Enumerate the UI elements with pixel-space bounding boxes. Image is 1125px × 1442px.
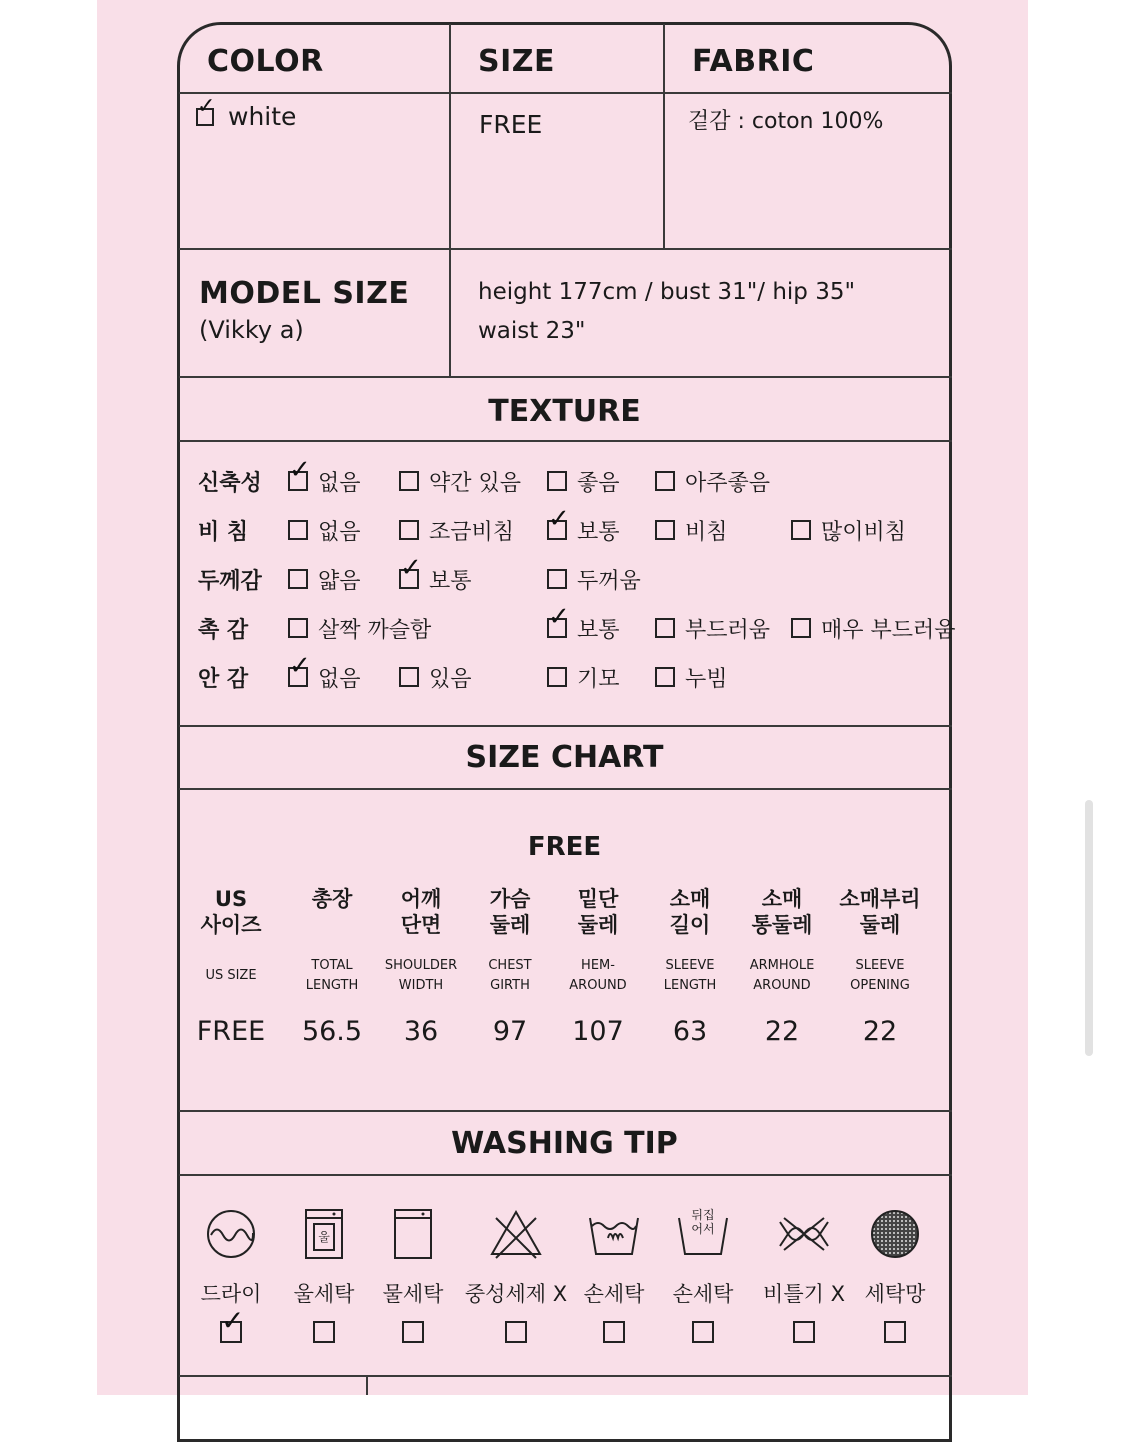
check-icon: ✓ (289, 651, 311, 681)
column-divider (449, 24, 451, 376)
texture-row-label: 안 감 (198, 667, 249, 692)
model-name: (Vikky a) (199, 316, 304, 344)
texture-option-label: 없음 (318, 520, 361, 545)
texture-checkbox[interactable] (399, 520, 419, 540)
size-col-korean-label: 어깨 (400, 887, 442, 911)
texture-title: TEXTURE (488, 394, 641, 429)
texture-row-label: 신축성 (198, 471, 262, 496)
model-size-label: MODEL SIZE (199, 276, 410, 311)
texture-option-label: 없음 (318, 471, 361, 496)
size-col-english-label: ARMHOLE (749, 958, 815, 973)
size-col-english-label: CHEST (488, 958, 532, 973)
texture-option-label: 부드러움 (685, 618, 771, 643)
water-wash-icon (383, 1204, 443, 1264)
divider (179, 440, 952, 442)
size-value-cell: 97 (492, 1016, 528, 1047)
divider (179, 1375, 952, 1377)
texture-option-label: 기모 (577, 667, 620, 692)
size-col-english-label: LENGTH (663, 978, 717, 993)
check-icon: ✓ (221, 1304, 245, 1337)
texture-checkbox[interactable] (399, 471, 419, 491)
texture-option-label: 아주좋음 (685, 471, 771, 496)
washing-checkbox[interactable] (603, 1321, 625, 1343)
washing-label: 물세탁 (382, 1282, 444, 1306)
wool-wash-icon (294, 1204, 354, 1264)
size-col-english-label: GIRTH (490, 978, 530, 993)
washing-label: 손세탁 (672, 1282, 734, 1306)
washing-label: 손세탁 (583, 1282, 645, 1306)
washing-label: 중성세제 X (464, 1282, 568, 1306)
size-col-english-label: US SIZE (205, 968, 257, 983)
texture-option-label: 두꺼움 (577, 569, 641, 594)
washing-tip-title: WASHING TIP (451, 1126, 678, 1161)
texture-checkbox[interactable] (655, 471, 675, 491)
fabric-header: FABRIC (692, 44, 815, 79)
divider (179, 788, 952, 790)
texture-checkbox[interactable] (399, 553, 422, 589)
texture-option-label: 비침 (685, 520, 728, 545)
texture-option-label: 얇음 (318, 569, 361, 594)
size-col-english-label: SLEEVE (855, 958, 905, 973)
washing-label: 세탁망 (864, 1282, 926, 1306)
size-col-korean-label: 둘레 (489, 913, 531, 937)
size-col-english-label: WIDTH (398, 978, 444, 993)
divider (179, 248, 952, 250)
texture-row-label: 두께감 (198, 569, 262, 594)
texture-checkbox[interactable] (288, 651, 311, 687)
texture-checkbox[interactable] (547, 602, 570, 638)
divider (179, 725, 952, 727)
texture-checkbox[interactable] (399, 667, 419, 687)
texture-checkbox[interactable] (288, 618, 308, 638)
texture-row-label: 비 침 (198, 520, 249, 545)
color-header: COLOR (207, 44, 324, 79)
fabric-value: 겉감 : coton 100% (688, 109, 884, 134)
size-value-cell: 63 (672, 1016, 708, 1047)
size-value-cell: 36 (403, 1016, 439, 1047)
size-col-korean-label: 소매부리 (839, 887, 921, 911)
size-col-korean-label: 밑단 (577, 887, 619, 911)
washing-checkbox[interactable] (505, 1321, 527, 1343)
model-waist: waist 23" (478, 318, 586, 344)
size-col-english-label: SLEEVE (665, 958, 715, 973)
size-value-cell: FREE (196, 1016, 266, 1047)
size-value-cell: 22 (862, 1016, 898, 1047)
divider (179, 92, 952, 94)
washing-checkbox[interactable] (692, 1321, 714, 1343)
texture-option-label: 보통 (577, 618, 620, 643)
texture-option-label: 조금비침 (429, 520, 515, 545)
color-value: white (228, 102, 297, 131)
texture-checkbox[interactable] (288, 520, 308, 540)
size-value-cell: 107 (572, 1016, 624, 1047)
size-col-korean-label: 소매 (669, 887, 711, 911)
no-bleach-icon (486, 1204, 546, 1264)
size-col-korean-label: 둘레 (859, 913, 901, 937)
size-col-english-label: HEM- (581, 958, 615, 973)
divider (179, 1110, 952, 1112)
inside-out-hand-wash-icon (673, 1204, 733, 1264)
texture-option-label: 약간 있음 (429, 471, 522, 496)
size-col-korean-label: 총장 (311, 887, 353, 911)
texture-option-label: 있음 (429, 667, 472, 692)
size-value-cell: 56.5 (301, 1016, 363, 1047)
inside-out-icon-text: 뒤집 (691, 1208, 715, 1222)
size-col-english-label: TOTAL (311, 958, 353, 973)
column-divider (366, 1377, 368, 1395)
check-icon: ✓ (548, 504, 570, 534)
texture-checkbox[interactable] (547, 471, 567, 491)
model-measurements: height 177cm / bust 31"/ hip 35" (478, 279, 856, 305)
size-col-korean-label: 통둘레 (751, 913, 813, 937)
size-col-english-label: SHOULDER (384, 958, 458, 973)
texture-checkbox[interactable] (547, 504, 570, 540)
check-icon: ✓ (548, 602, 570, 632)
size-col-korean-label: 가슴 (489, 887, 531, 911)
size-value-cell: 22 (764, 1016, 800, 1047)
size-value: FREE (479, 110, 543, 139)
divider (179, 376, 952, 378)
texture-checkbox[interactable] (791, 520, 811, 540)
hand-wash-icon (584, 1204, 644, 1264)
texture-checkbox[interactable] (288, 569, 308, 589)
washing-checkbox[interactable] (884, 1321, 906, 1343)
texture-checkbox[interactable] (547, 569, 567, 589)
size-col-english-label: LENGTH (305, 978, 359, 993)
size-header: SIZE (478, 44, 556, 79)
texture-checkbox[interactable] (655, 520, 675, 540)
texture-option-label: 많이비침 (821, 520, 907, 545)
size-chart-subtitle: FREE (527, 832, 602, 862)
column-divider (663, 24, 665, 248)
washing-label: 울세탁 (293, 1282, 355, 1306)
texture-option-label: 없음 (318, 667, 361, 692)
color-checkbox[interactable] (196, 94, 216, 126)
size-col-korean-label: 소매 (761, 887, 803, 911)
texture-checkbox[interactable] (791, 618, 811, 638)
laundry-net-icon (865, 1204, 925, 1264)
texture-option-label: 보통 (429, 569, 472, 594)
washing-checkbox[interactable] (402, 1321, 424, 1343)
size-col-korean-label: 길이 (669, 913, 711, 937)
texture-option-label: 보통 (577, 520, 620, 545)
texture-option-label: 누빔 (685, 667, 728, 692)
texture-row-label: 촉 감 (198, 618, 249, 643)
size-chart-title: SIZE CHART (465, 740, 664, 775)
size-col-korean-label: US (214, 887, 248, 911)
divider (179, 1174, 952, 1176)
texture-checkbox[interactable] (655, 618, 675, 638)
texture-option-label: 좋음 (577, 471, 620, 496)
size-col-korean-label: 단면 (400, 913, 442, 937)
texture-checkbox[interactable] (547, 667, 567, 687)
washing-label: 드라이 (200, 1282, 262, 1306)
inside-out-icon-text: 어서 (691, 1222, 715, 1236)
check-icon: ✓ (197, 94, 216, 119)
wool-icon-text: 울 (318, 1230, 330, 1244)
size-col-korean-label: 사이즈 (200, 913, 262, 937)
size-col-english-label: AROUND (569, 978, 627, 993)
washing-label: 비틀기 X (763, 1282, 845, 1306)
check-icon: ✓ (400, 553, 422, 583)
washing-checkbox[interactable] (313, 1321, 335, 1343)
size-col-english-label: AROUND (753, 978, 811, 993)
texture-option-label: 매우 부드러움 (821, 618, 956, 643)
washing-checkbox[interactable] (793, 1321, 815, 1343)
washing-checkbox[interactable] (220, 1304, 245, 1343)
check-icon: ✓ (289, 455, 311, 485)
no-wring-icon (774, 1204, 834, 1264)
size-col-korean-label: 둘레 (577, 913, 619, 937)
texture-checkbox[interactable] (288, 455, 311, 491)
texture-checkbox[interactable] (655, 667, 675, 687)
size-col-english-label: OPENING (850, 978, 910, 993)
dry-clean-icon (201, 1204, 261, 1264)
scrollbar[interactable] (1085, 800, 1093, 1056)
texture-option-label: 살짝 까슬함 (318, 618, 432, 643)
